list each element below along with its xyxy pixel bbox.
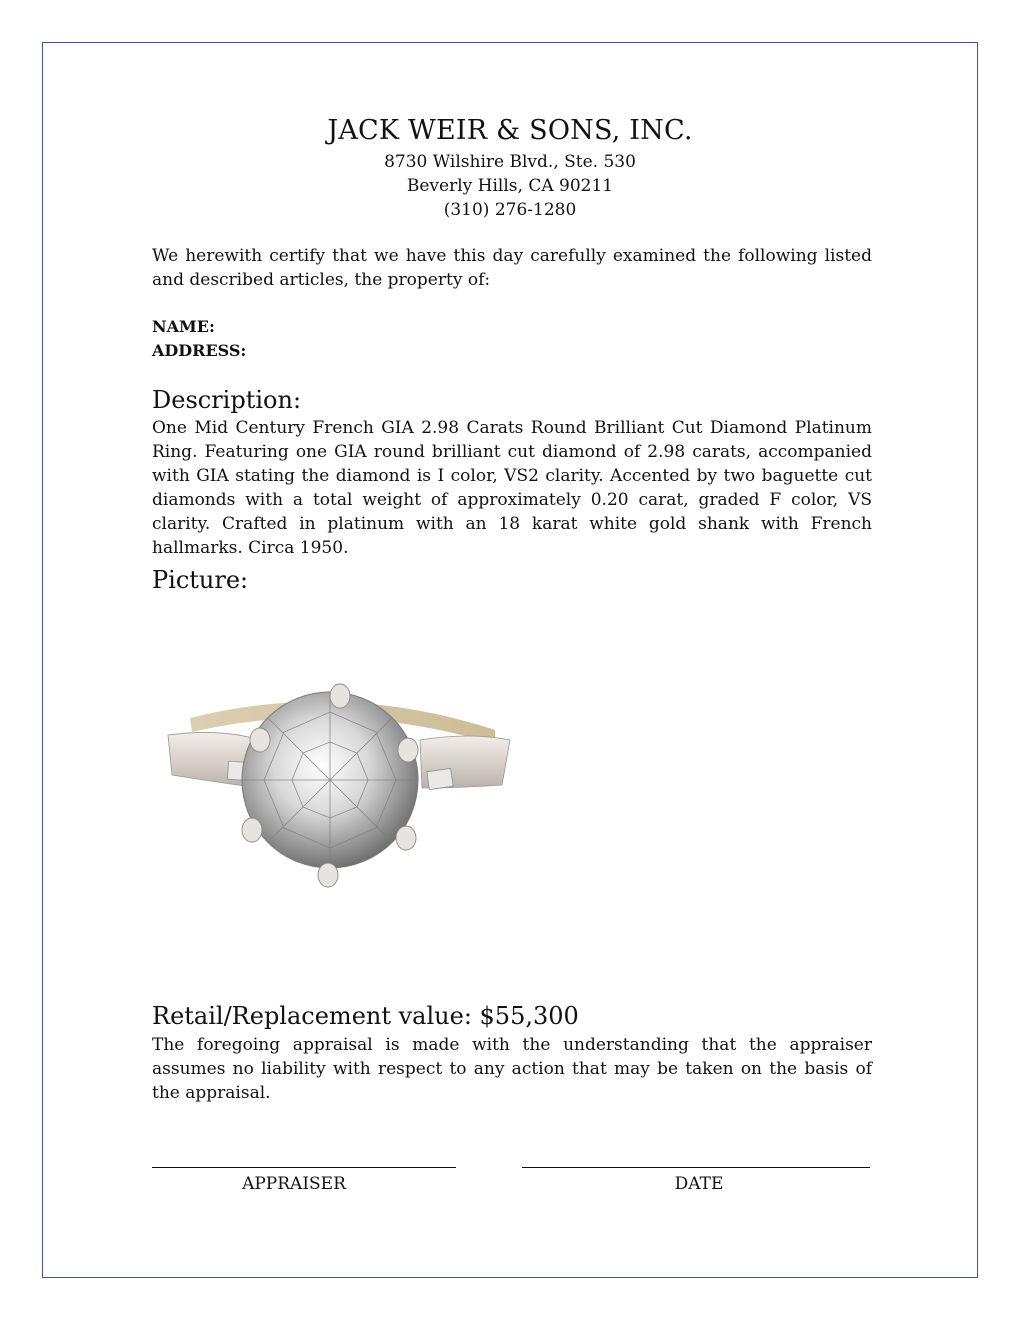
date-signature-line — [522, 1167, 870, 1168]
company-phone: (310) 276-1280 — [443, 200, 577, 220]
picture-heading: Picture: — [152, 566, 249, 594]
date-label: DATE — [674, 1174, 724, 1194]
certification-statement: We herewith certify that we have this day carefully examined the following listed and described articles, the property of: — [152, 246, 872, 290]
company-street: 8730 Wilshire Blvd., Ste. 530 — [384, 152, 636, 172]
address-label: ADDRESS: — [152, 341, 247, 360]
retail-value: Retail/Replacement value: $55,300 — [152, 1002, 579, 1030]
disclaimer-text: The foregoing appraisal is made with the understanding that the appraiser assumes no liability with respect to any action that may be taken on the basis of the appraisal. — [152, 1035, 872, 1103]
appraiser-signature-line — [152, 1167, 456, 1168]
appraiser-label: APPRAISER — [242, 1174, 346, 1194]
ring-image — [160, 670, 530, 900]
company-city: Beverly Hills, CA 90211 — [406, 176, 614, 196]
description-heading: Description: — [152, 386, 302, 414]
company-name: JACK WEIR & SONS, INC. — [327, 115, 693, 146]
ring-illustration — [160, 670, 530, 900]
name-label: NAME: — [152, 317, 215, 336]
description-text: One Mid Century French GIA 2.98 Carats Round Brilliant Cut Diamond Platinum Ring. Featuring one GIA round brilliant cut diamond of 2.98 carats, accompanied with GIA stating the diamond is I color, VS2 clarity. Accented by two baguette cut diamonds with a total weight of approximately 0.20 carat, graded F color, VS clarity. Crafted in platinum with an 18 karat white gold shank with French hallmarks. Circa 1950. — [152, 418, 872, 558]
